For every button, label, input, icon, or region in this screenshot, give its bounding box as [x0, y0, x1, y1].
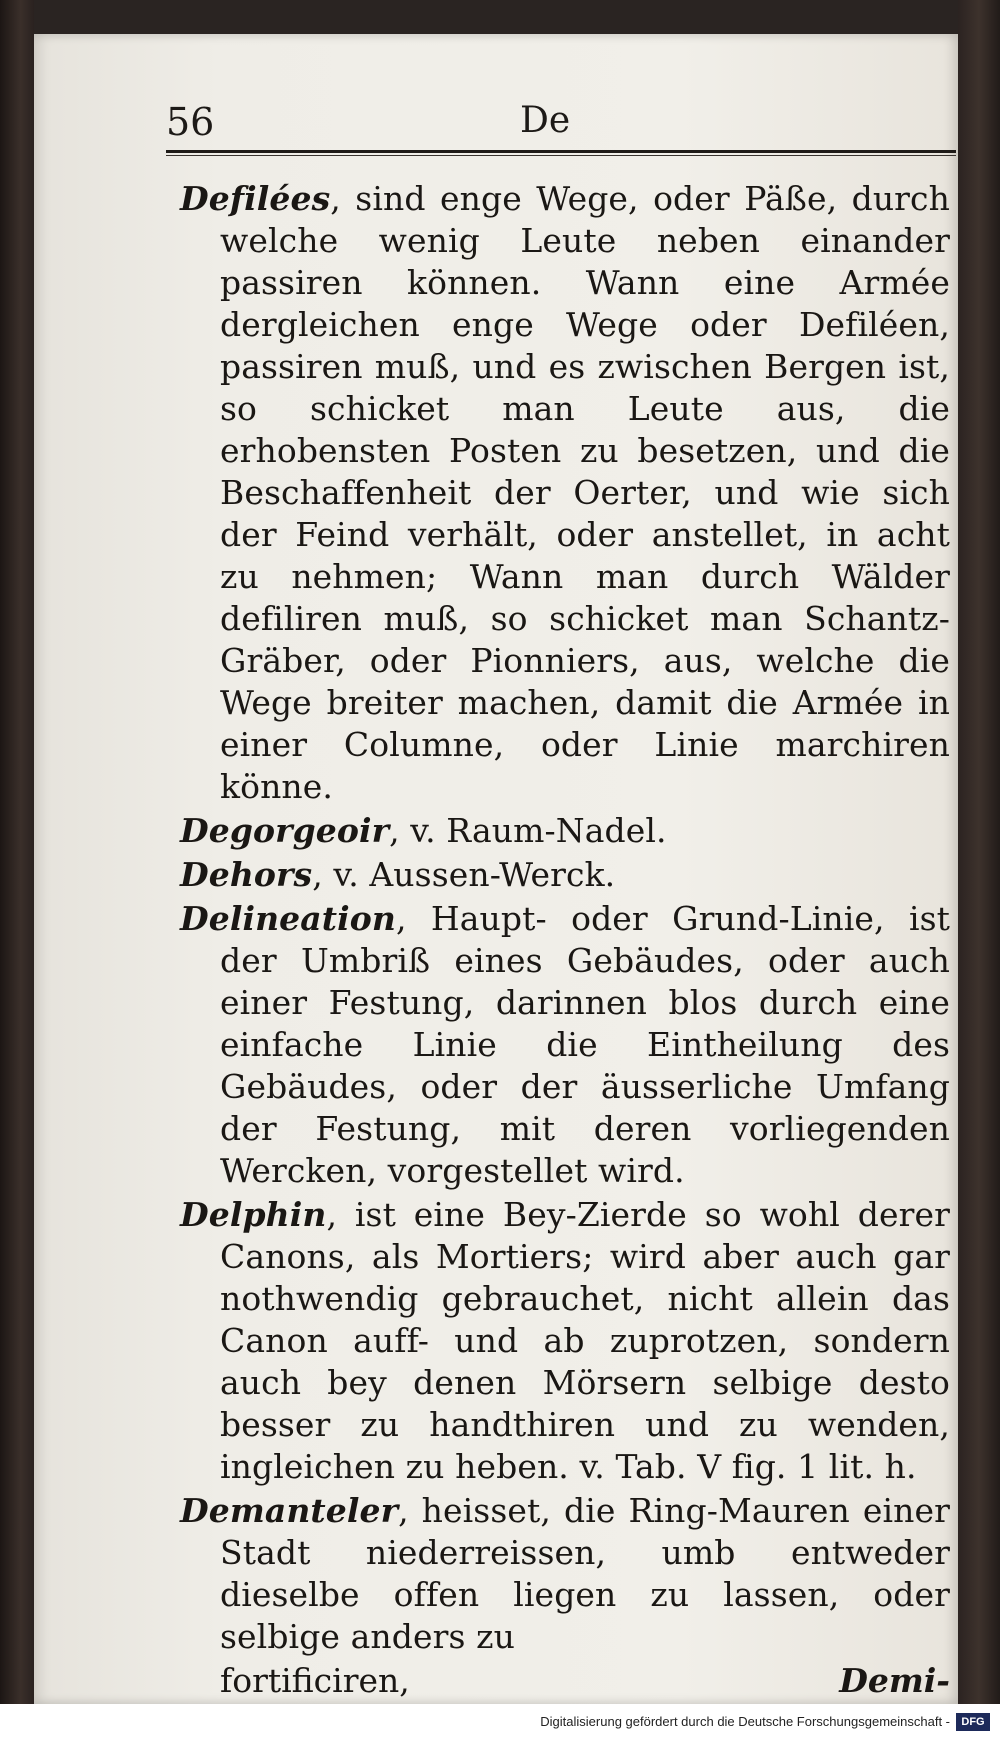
header-rule — [166, 150, 956, 153]
last-line-text: fortificiren, — [220, 1661, 410, 1700]
dfg-logo-icon: DFG — [956, 1713, 990, 1731]
entry-definition: , v. Raum-Nadel. — [389, 811, 667, 850]
entry-headword: Delineation — [180, 899, 396, 938]
last-line — [180, 1660, 950, 1702]
page-text — [180, 178, 950, 1702]
entry-headword: Degorgeoir — [180, 811, 390, 850]
page-header — [166, 86, 956, 156]
dictionary-entry-dehors — [180, 854, 950, 896]
entry-headword: Demanteler — [180, 1491, 399, 1530]
dictionary-entry-degorgeoir — [180, 810, 950, 852]
running-head: De — [520, 100, 571, 141]
book-cover-right — [958, 0, 1000, 1744]
entry-definition: , sind enge Wege, oder Päße, durch welche wenig Leute neben einander passiren können. Wann eine Armée dergleichen enge Wege oder Defiléen, passiren muß, und es zwischen Bergen ist, so schicket man Leute aus, die erhobensten Posten zu besetzen, und die Beschaffenheit der Oerter, und wie sich der Feind verhält, oder anstellet, in acht zu nehmen; Wann man durch Wälder defiliren muß, so schicket man Schantz-Gräber, oder Pionniers, aus, welche die Wege breiter machen, damit die Armée in einer Columne, oder Linie marchiren könne. — [220, 179, 950, 806]
catchword: Demi- — [839, 1661, 950, 1700]
entry-headword: Dehors — [180, 855, 313, 894]
page-number: 56 — [166, 100, 215, 144]
entry-definition: , heisset, die Ring-Mauren einer Stadt niederreissen, umb entweder dieselbe offen liegen zu lassen, oder selbige anders zu — [220, 1491, 950, 1656]
book-cover-left — [0, 0, 34, 1744]
dictionary-entry-defilees — [180, 178, 950, 808]
dictionary-entry-demanteler — [180, 1490, 950, 1658]
header-rule-thin — [166, 155, 956, 156]
entry-headword: Delphin — [180, 1195, 327, 1234]
footer — [0, 1704, 1000, 1744]
entry-definition: , Haupt- oder Grund-Linie, ist der Umbriß eines Gebäudes, oder auch einer Festung, darinnen blos durch eine einfache Linie die Eintheilung des Gebäudes, oder der äusserliche Umfang der Festung, mit deren vorliegenden Wercken, vorgestellet wird. — [220, 899, 950, 1190]
entry-headword: Defilées — [180, 179, 331, 218]
entry-definition: , ist eine Bey-Zierde so wohl derer Canons, als Mortiers; wird aber auch gar nothwendig gebrauchet, nicht allein das Canon auff- und ab zuprotzen, sondern auch bey denen Mörsern selbige desto besser zu handthiren und zu wenden, ingleichen zu heben. v. Tab. V fig. 1 lit. h. — [220, 1195, 950, 1486]
entry-definition: , v. Aussen-Werck. — [312, 855, 616, 894]
footer-credit: Digitalisierung gefördert durch die Deutsche Forschungsgemeinschaft - — [540, 1714, 950, 1729]
dictionary-entry-delineation — [180, 898, 950, 1192]
dictionary-entry-delphin — [180, 1194, 950, 1488]
